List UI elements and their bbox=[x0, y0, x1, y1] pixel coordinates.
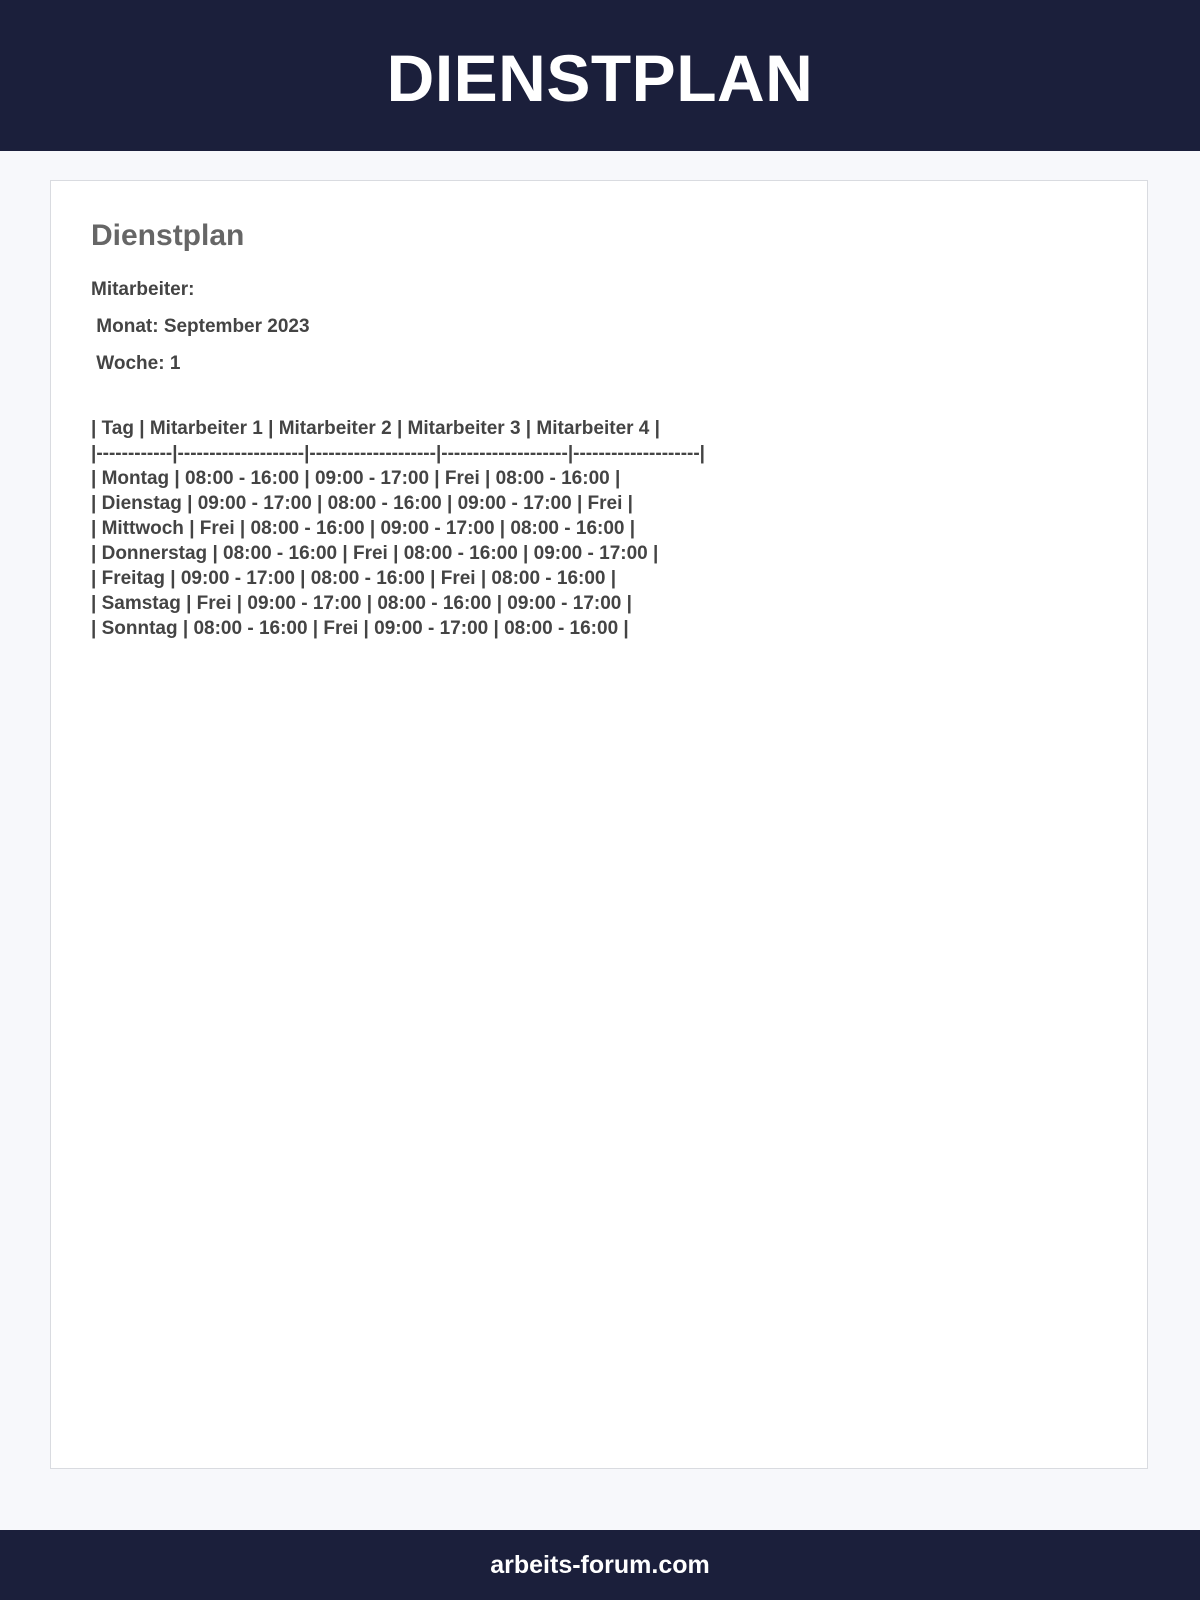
schedule-header-row: | Tag | Mitarbeiter 1 | Mitarbeiter 2 | Mitarbeiter 3 | Mitarbeiter 4 | bbox=[91, 418, 660, 439]
schedule-row-samstag: | Samstag | Frei | 09:00 - 17:00 | 08:00 - 16:00 | 09:00 - 17:00 | bbox=[91, 593, 632, 614]
employee-label: Mitarbeiter: bbox=[91, 279, 195, 300]
header-title: DIENSTPLAN bbox=[386, 40, 814, 115]
document-heading: Dienstplan bbox=[91, 219, 245, 252]
page-header bbox=[0, 0, 1200, 151]
footer-site-name: arbeits-forum.com bbox=[490, 1550, 710, 1579]
schedule-row-sonntag: | Sonntag | 08:00 - 16:00 | Frei | 09:00 - 17:00 | 08:00 - 16:00 | bbox=[91, 618, 629, 639]
document-card bbox=[50, 180, 1148, 1469]
schedule-row-dienstag: | Dienstag | 09:00 - 17:00 | 08:00 - 16:00 | 09:00 - 17:00 | Frei | bbox=[91, 493, 633, 514]
schedule-text-block bbox=[91, 416, 705, 641]
week-line: Woche: 1 bbox=[91, 353, 181, 374]
schedule-separator-row: |------------|--------------------|--------------------|--------------------|--------------------| bbox=[91, 443, 705, 464]
page-footer bbox=[0, 1530, 1200, 1600]
schedule-row-mittwoch: | Mittwoch | Frei | 08:00 - 16:00 | 09:00 - 17:00 | 08:00 - 16:00 | bbox=[91, 518, 636, 539]
schedule-row-freitag: | Freitag | 09:00 - 17:00 | 08:00 - 16:00 | Frei | 08:00 - 16:00 | bbox=[91, 568, 617, 589]
month-line: Monat: September 2023 bbox=[91, 316, 310, 337]
schedule-row-montag: | Montag | 08:00 - 16:00 | 09:00 - 17:00 | Frei | 08:00 - 16:00 | bbox=[91, 468, 621, 489]
schedule-row-donnerstag: | Donnerstag | 08:00 - 16:00 | Frei | 08:00 - 16:00 | 09:00 - 17:00 | bbox=[91, 543, 659, 564]
